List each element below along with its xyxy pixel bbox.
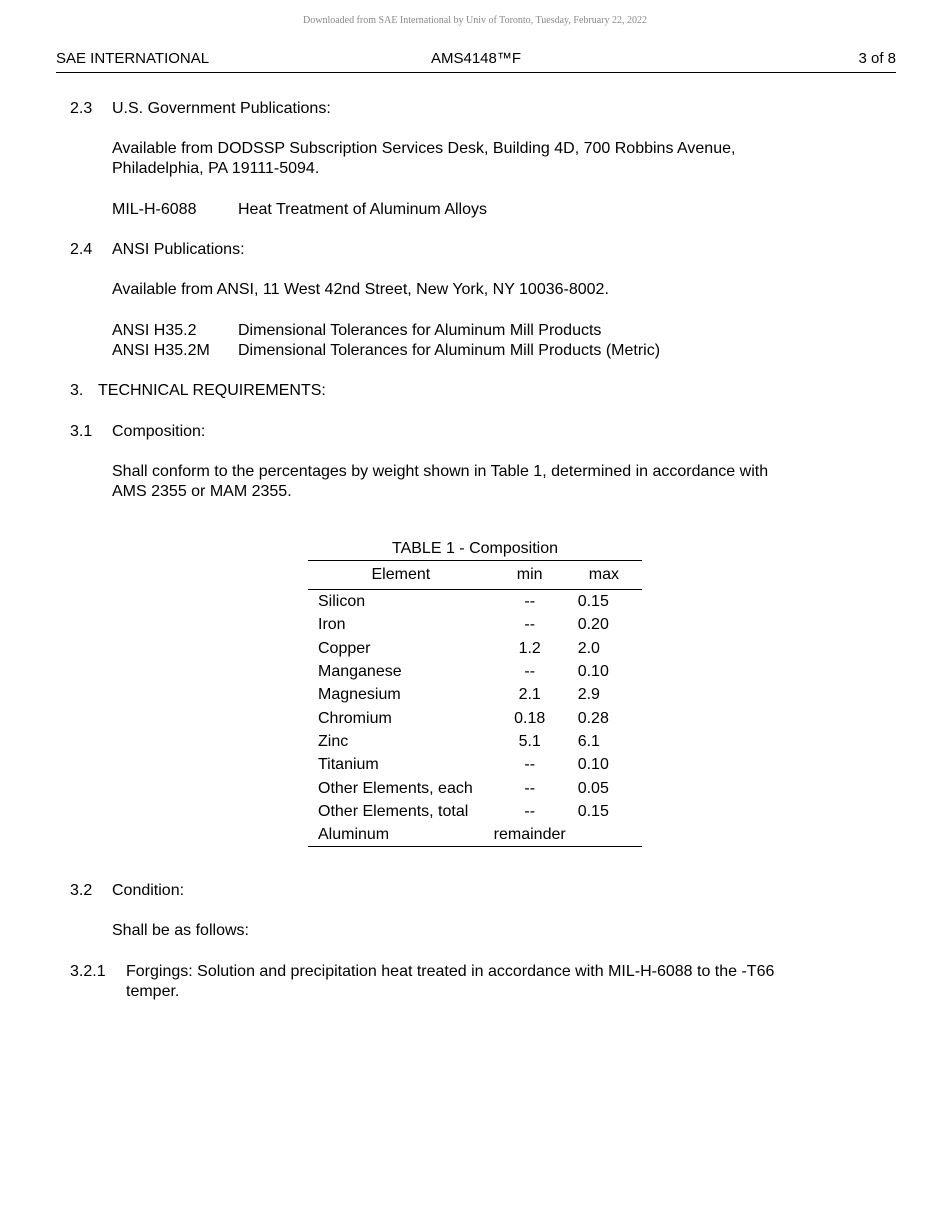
section-number: 3. (70, 382, 84, 399)
section-number: 3.1 (70, 423, 93, 440)
cell-max: 0.10 (577, 663, 609, 681)
header-page-number: 3 of 8 (858, 50, 896, 67)
text-line-1: Forgings: Solution and precipitation heat treated in accordance with MIL-H-6088 to the -T66 (126, 963, 775, 980)
table-row (308, 590, 642, 614)
table-row (308, 613, 642, 636)
cell-max: 0.15 (577, 802, 609, 820)
header-min: min (516, 566, 543, 583)
section-number: 3.2.1 (70, 963, 106, 980)
section-title: TECHNICAL REQUIREMENTS: (98, 382, 326, 399)
cell-element: Other Elements, total (318, 802, 469, 820)
header-doc-id: AMS4148™F (430, 50, 522, 67)
cell-max: 0.10 (577, 756, 609, 774)
download-watermark: Downloaded from SAE International by Univ of Toronto, Tuesday, February 22, 2022 (303, 15, 647, 26)
cell-element: Silicon (318, 593, 366, 611)
table-header-row (308, 561, 642, 590)
text-line-2: AMS 2355 or MAM 2355. (112, 483, 292, 500)
table-row (308, 776, 642, 799)
cell-max: 6.1 (577, 732, 600, 750)
reference-code: ANSI H35.2M (112, 342, 210, 359)
cell-min: -- (524, 756, 536, 774)
cell-element: Magnesium (318, 686, 401, 704)
reference-title: Dimensional Tolerances for Aluminum Mill Products (238, 322, 602, 339)
cell-min: -- (524, 616, 536, 634)
cell-min: 1.2 (518, 639, 541, 657)
cell-max (566, 823, 642, 847)
section-title: Composition: (112, 423, 206, 440)
cell-min: -- (524, 593, 536, 611)
section-3-1-text (112, 462, 832, 502)
table-row (308, 683, 642, 706)
table-row (308, 823, 642, 847)
reference-ansi-h35-2m (112, 341, 660, 361)
section-title: Condition: (112, 882, 185, 899)
reference-mil-h-6088 (112, 200, 487, 220)
cell-element: Manganese (318, 663, 402, 681)
table-row (308, 706, 642, 729)
header-max: max (588, 566, 619, 583)
cell-max: 0.28 (577, 709, 609, 727)
cell-min: -- (524, 779, 536, 797)
table-row (308, 660, 642, 683)
cell-max: 0.05 (577, 779, 609, 797)
text-line-2: temper. (126, 983, 180, 1000)
availability-line-2: Philadelphia, PA 19111-5094. (112, 160, 320, 177)
cell-min: remainder (493, 826, 566, 844)
section-title: ANSI Publications: (112, 241, 245, 258)
availability-line-1: Available from DODSSP Subscription Services Desk, Building 4D, 700 Robbins Avenue, (112, 140, 736, 157)
cell-element: Zinc (318, 732, 349, 750)
cell-min: 2.1 (518, 686, 541, 704)
header-org: SAE INTERNATIONAL (56, 50, 210, 67)
section-number: 2.3 (70, 100, 93, 117)
table-row (308, 753, 642, 776)
text-line-1: Shall conform to the percentages by weight shown in Table 1, determined in accordance with (112, 463, 769, 480)
cell-min: -- (524, 802, 536, 820)
section-2-3-availability (112, 139, 832, 179)
cell-element: Chromium (318, 709, 392, 727)
header-element: Element (371, 566, 431, 583)
section-number: 3.2 (70, 882, 93, 899)
cell-element: Other Elements, each (318, 779, 473, 797)
table-row (308, 637, 642, 660)
section-2-4-availability: Available from ANSI, 11 West 42nd Street, New York, NY 10036-8002. (112, 281, 609, 298)
cell-element: Titanium (318, 756, 379, 774)
table-title: TABLE 1 - Composition (392, 540, 558, 557)
composition-table-block (308, 538, 642, 847)
cell-max: 0.15 (577, 593, 609, 611)
section-3-2-text: Shall be as follows: (112, 922, 249, 939)
composition-table (308, 560, 642, 847)
section-title: U.S. Government Publications: (112, 100, 331, 117)
cell-max: 0.20 (577, 616, 609, 634)
cell-min: 5.1 (518, 732, 541, 750)
cell-max: 2.9 (577, 686, 600, 704)
reference-code: MIL-H-6088 (112, 201, 197, 218)
reference-code: ANSI H35.2 (112, 322, 197, 339)
reference-title: Dimensional Tolerances for Aluminum Mill Products (Metric) (238, 342, 661, 359)
cell-element: Aluminum (318, 826, 390, 844)
table-row (308, 800, 642, 823)
cell-min: 0.18 (514, 709, 546, 727)
reference-ansi-h35-2 (112, 321, 601, 341)
cell-max: 2.0 (577, 639, 600, 657)
page-header (56, 50, 896, 73)
cell-element: Iron (318, 616, 346, 634)
cell-min: -- (524, 663, 536, 681)
section-number: 2.4 (70, 241, 93, 258)
reference-title: Heat Treatment of Aluminum Alloys (238, 201, 487, 218)
cell-element: Copper (318, 639, 371, 657)
table-row (308, 730, 642, 753)
